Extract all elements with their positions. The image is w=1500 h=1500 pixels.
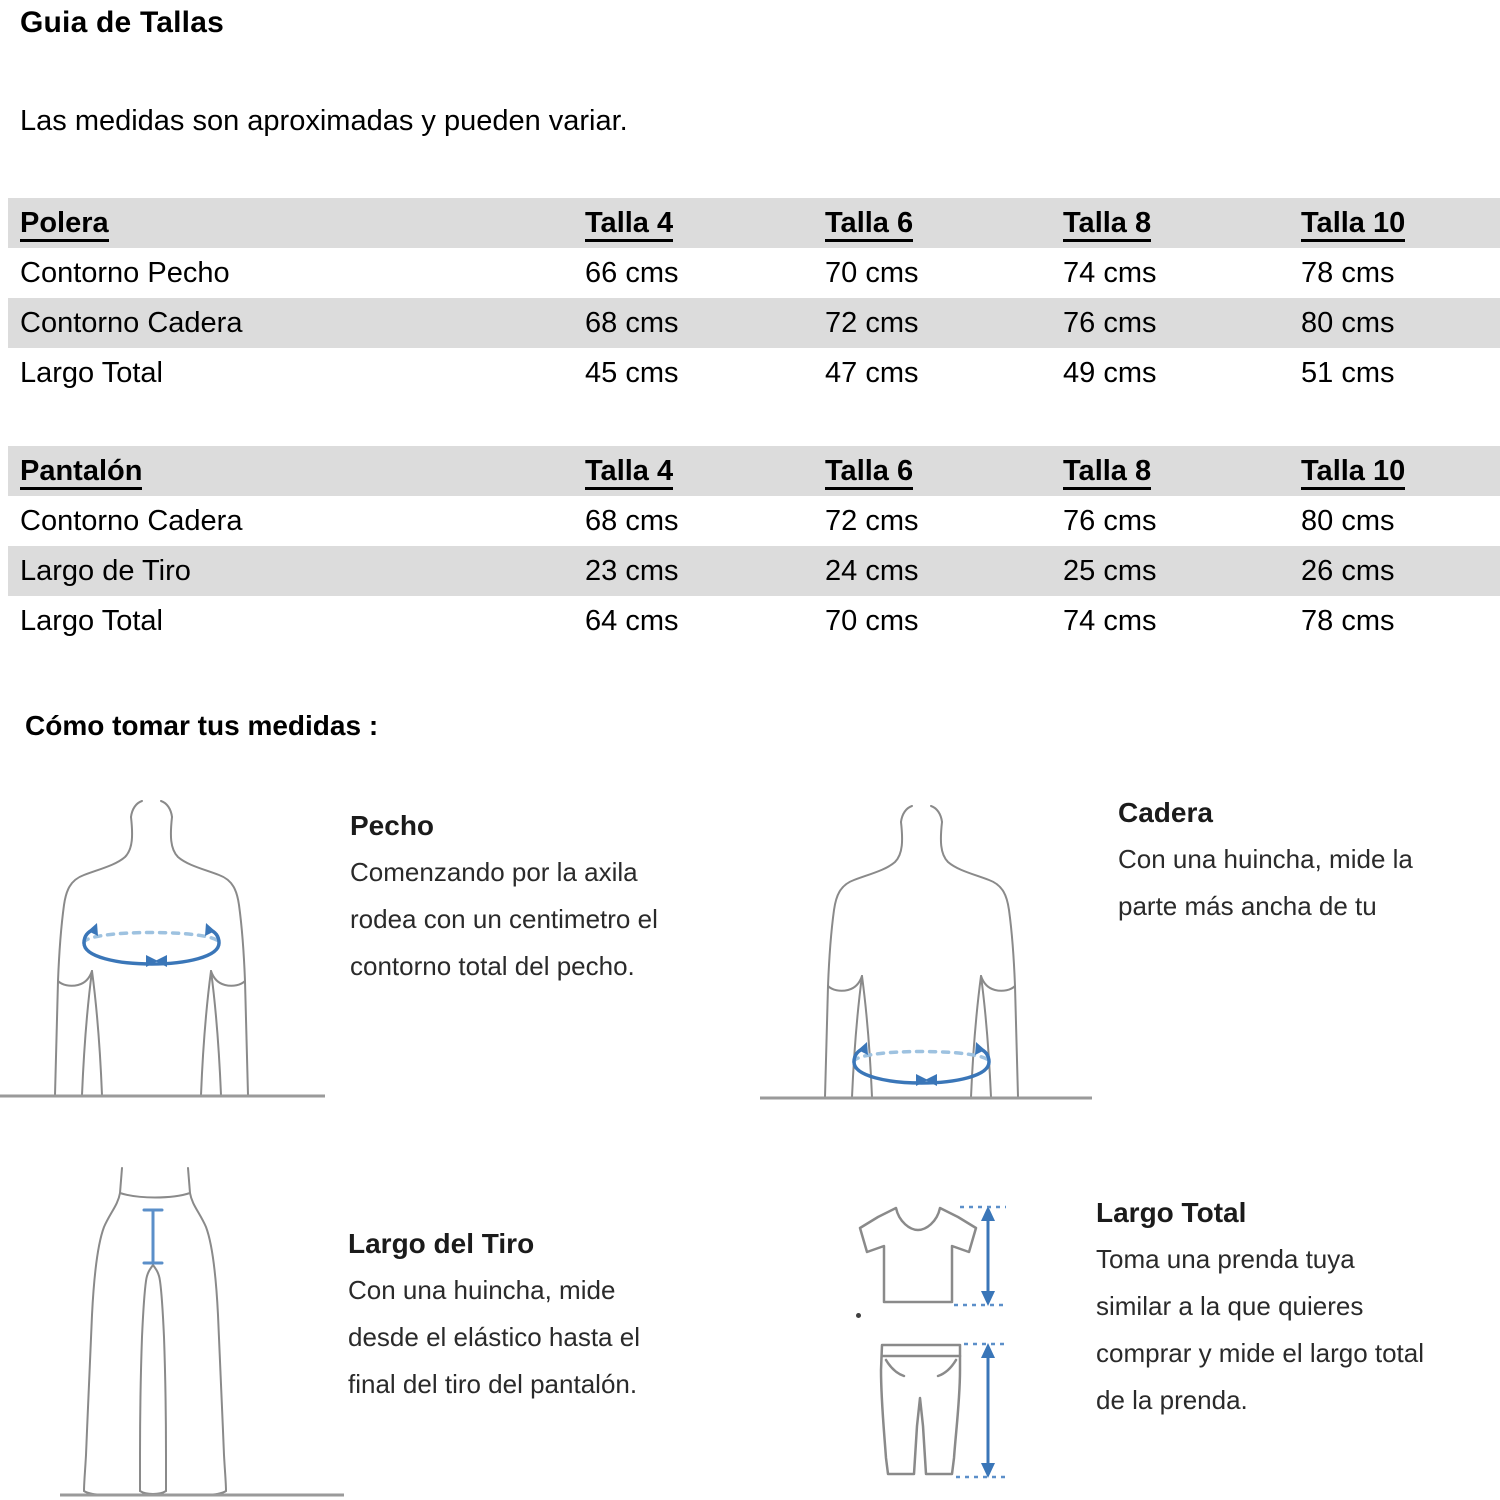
legs-rise-measure-figure — [60, 1165, 350, 1500]
table-header-talla-10: Talla 10 — [1301, 446, 1500, 496]
table-header-talla-8: Talla 8 — [1063, 198, 1301, 248]
measure-block-tiro — [60, 1165, 760, 1500]
measure-line: comprar y mide el largo total — [1096, 1337, 1425, 1368]
measure-block-pecho — [0, 795, 740, 1115]
dot-artifact — [856, 1313, 861, 1318]
row-value: 51 cms — [1301, 348, 1500, 398]
measure-line: desde el elástico hasta el — [348, 1321, 640, 1352]
measure-line: Con una huincha, mide — [348, 1274, 616, 1305]
row-value: 25 cms — [1063, 546, 1301, 596]
measure-line: de la prenda. — [1096, 1384, 1248, 1415]
measure-line: contorno total del pecho. — [350, 950, 635, 981]
row-value: 47 cms — [825, 348, 1063, 398]
measure-line: parte más ancha de tu — [1118, 890, 1377, 921]
measure-line: final del tiro del pantalón. — [348, 1368, 638, 1399]
row-label: Largo Total — [8, 596, 585, 646]
row-value: 78 cms — [1301, 596, 1500, 646]
table-header-talla-10: Talla 10 — [1301, 198, 1500, 248]
garments-length-measure-figure — [840, 1190, 1080, 1490]
row-label: Contorno Cadera — [8, 298, 585, 348]
page-subtitle: Las medidas son aproximadas y pueden variar. — [20, 105, 628, 137]
row-value: 68 cms — [585, 496, 825, 546]
size-table-pantalon — [8, 446, 1500, 646]
row-value: 80 cms — [1301, 298, 1500, 348]
row-value: 45 cms — [585, 348, 825, 398]
measure-title-pecho: Pecho — [350, 810, 435, 841]
table-row — [8, 496, 1500, 546]
table-header-row — [8, 198, 1500, 248]
table-row — [8, 248, 1500, 298]
row-label: Contorno Cadera — [8, 496, 585, 546]
table-header-category: Polera — [8, 198, 585, 248]
table-header-category: Pantalón — [8, 446, 585, 496]
torso-chest-measure-figure — [0, 795, 340, 1115]
table-header-talla-4: Talla 4 — [585, 446, 825, 496]
row-value: 23 cms — [585, 546, 825, 596]
row-label: Largo de Tiro — [8, 546, 585, 596]
measure-title-cadera: Cadera — [1118, 797, 1213, 828]
measure-line: rodea con un centimetro el — [350, 903, 658, 934]
measure-text-largo-total — [1096, 1196, 1500, 1424]
row-value: 70 cms — [825, 596, 1063, 646]
measure-text-tiro — [348, 1227, 760, 1408]
measure-title-largo-total: Largo Total — [1096, 1197, 1247, 1228]
measure-line: Con una huincha, mide la — [1118, 843, 1413, 874]
table-header-talla-4: Talla 4 — [585, 198, 825, 248]
row-value: 68 cms — [585, 298, 825, 348]
table-header-talla-8: Talla 8 — [1063, 446, 1301, 496]
table-row — [8, 348, 1500, 398]
row-value: 66 cms — [585, 248, 825, 298]
table-row — [8, 546, 1500, 596]
row-value: 72 cms — [825, 496, 1063, 546]
row-value: 78 cms — [1301, 248, 1500, 298]
measure-block-cadera — [760, 790, 1500, 1115]
row-value: 26 cms — [1301, 546, 1500, 596]
row-label: Contorno Pecho — [8, 248, 585, 298]
measure-text-cadera — [1118, 796, 1500, 930]
page-title: Guia de Tallas — [20, 6, 224, 39]
row-label: Largo Total — [8, 348, 585, 398]
measure-line: Comenzando por la axila — [350, 856, 638, 887]
table-header-talla-6: Talla 6 — [825, 198, 1063, 248]
table-row — [8, 298, 1500, 348]
measure-line: Toma una prenda tuya — [1096, 1243, 1355, 1274]
how-to-measure-title: Cómo tomar tus medidas : — [25, 710, 379, 741]
row-value: 70 cms — [825, 248, 1063, 298]
row-value: 24 cms — [825, 546, 1063, 596]
row-value: 74 cms — [1063, 248, 1301, 298]
row-value: 49 cms — [1063, 348, 1301, 398]
torso-hip-measure-figure — [760, 790, 1100, 1115]
row-value: 76 cms — [1063, 298, 1301, 348]
row-value: 74 cms — [1063, 596, 1301, 646]
measure-line: similar a la que quieres — [1096, 1290, 1364, 1321]
row-value: 76 cms — [1063, 496, 1301, 546]
measure-block-largo-total — [840, 1190, 1500, 1500]
row-value: 80 cms — [1301, 496, 1500, 546]
table-row — [8, 596, 1500, 646]
measure-title-tiro: Largo del Tiro — [348, 1228, 535, 1259]
table-header-talla-6: Talla 6 — [825, 446, 1063, 496]
table-header-row — [8, 446, 1500, 496]
measure-text-pecho — [350, 809, 740, 990]
row-value: 64 cms — [585, 596, 825, 646]
size-table-polera — [8, 198, 1500, 398]
row-value: 72 cms — [825, 298, 1063, 348]
